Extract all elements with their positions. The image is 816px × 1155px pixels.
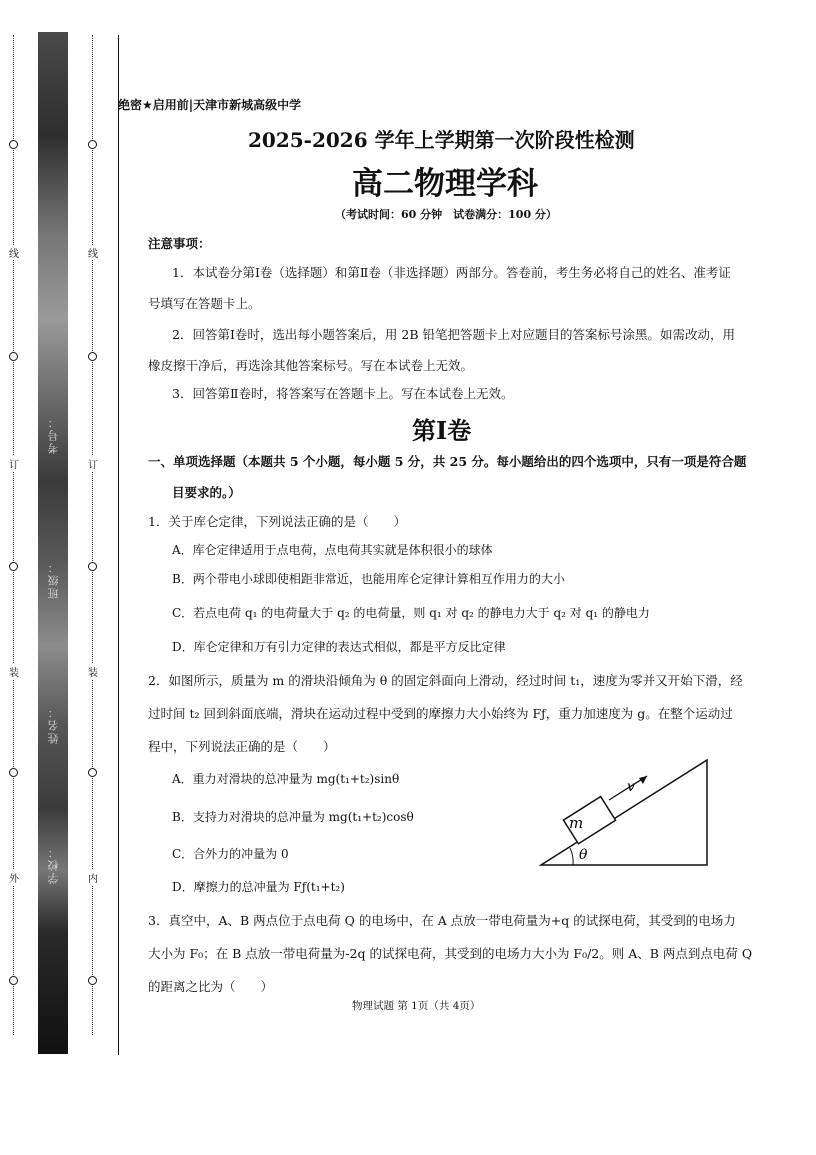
inner-seal-line [92,35,93,1035]
seal-circle [9,352,18,361]
incline-figure [535,755,715,870]
question-3-stem: 大小为 F₀；在 B 点放一带电荷量为-2q 的试探电荷，其受到的电场力大小为 F₀/2。则 A、B 两点到点电荷 Q [148,946,753,961]
question-1-option-b: B．两个带电小球即使相距非常近，也能用库仑定律计算相互作用力的大小 [172,572,565,586]
seal-circle [88,562,97,571]
exam-info: （考试时间：60 分钟 试卷满分：100 分） [335,208,557,221]
inner-label: 线 [87,245,99,260]
margin-rule [118,35,119,1055]
field-name: 姓名： [47,705,60,744]
notice-line: 3．回答第Ⅱ卷时，将答案写在答题卡上。写在本试卷上无效。 [172,386,514,401]
part-heading: 一、单项选择题（本题共 5 个小题，每小题 5 分，共 25 分。每小题给出的四个选项中，只有一项是符合题 [148,454,747,469]
notice-line: 号填写在答题卡上。 [148,296,261,311]
question-2-stem: 2．如图所示，质量为 m 的滑块沿倾角为 θ 的固定斜面向上滑动，经过时间 t₁，速度为零并又开始下滑，经 [148,673,743,688]
part-heading: 目要求的。） [172,485,241,500]
question-1-option-d: D．库仑定律和万有引力定律的表达式相似，都是平方反比定律 [172,640,506,654]
field-exam-number: 考号： [47,415,60,454]
seal-circle [88,768,97,777]
inner-label: 内 [87,870,99,885]
question-2-option-d: D．摩擦力的总冲量为 Fƒ(t₁+t₂) [172,880,345,894]
outer-label: 线 [8,245,20,260]
question-1-option-a: A．库仑定律适用于点电荷，点电荷其实就是体积很小的球体 [172,543,493,557]
seal-circle [88,140,97,149]
field-school: 学校： [47,845,60,884]
inner-label: 订 [87,456,99,471]
question-1-stem: 1．关于库仑定律，下列说法正确的是（ ） [148,514,406,529]
seal-circle [9,768,18,777]
question-2-option-a: A．重力对滑块的总冲量为 mg(t₁+t₂)sinθ [172,772,400,786]
exam-title: 2025-2026 学年上学期第一次阶段性检测 [248,128,635,152]
notice-line: 2．回答第Ⅰ卷时，选出每小题答案后，用 2B 铅笔把答题卡上对应题目的答案标号涂黑。如需改动，用 [172,327,735,342]
seal-circle [9,562,18,571]
outer-seal-line [13,35,14,1035]
field-class: 班级： [47,560,60,599]
question-1-option-c: C．若点电荷 q₁ 的电荷量大于 q₂ 的电荷量，则 q₁ 对 q₂ 的静电力大于 q₂ 对 q₁ 的静电力 [172,606,650,620]
question-3-stem: 的距离之比为（ ） [148,979,274,994]
seal-circle [88,352,97,361]
seal-circle [9,976,18,985]
page-footer: 物理试题 第 1页（共 4页） [352,1000,481,1012]
secret-label: 绝密★启用前|天津市新城高级中学 [118,98,302,112]
subject-title: 高二物理学科 [352,166,538,202]
question-2-option-c: C．合外力的冲量为 0 [172,847,289,861]
notice-line: 橡皮擦干净后，再选涂其他答案标号。写在本试卷上无效。 [148,358,474,373]
binding-strip [38,32,68,1054]
seal-circle [9,140,18,149]
mass-label: m [569,814,584,832]
question-2-stem: 过时间 t₂ 回到斜面底端，滑块在运动过程中受到的摩擦力大小始终为 Fƒ，重力加速度为 g。在整个运动过 [148,706,733,721]
notice-line: 1．本试卷分第Ⅰ卷（选择题）和第Ⅱ卷（非选择题）两部分。答卷前，考生务必将自己的姓名、准考证 [172,265,731,280]
section-title: 第Ⅰ卷 [412,416,472,445]
seal-circle [88,976,97,985]
outer-label: 装 [8,664,20,679]
question-3-stem: 3．真空中，A、B 两点位于点电荷 Q 的电场中，在 A 点放一带电荷量为+q 的试探电荷，其受到的电场力 [148,913,736,928]
question-2-option-b: B．支持力对滑块的总冲量为 mg(t₁+t₂)cosθ [172,810,414,824]
outer-label: 订 [8,456,20,471]
inner-label: 装 [87,664,99,679]
question-2-stem: 程中，下列说法正确的是（ ） [148,739,336,754]
velocity-label: v [627,779,635,795]
notice-heading: 注意事项： [148,236,211,251]
outer-label: 外 [8,870,20,885]
angle-label: θ [579,847,588,863]
